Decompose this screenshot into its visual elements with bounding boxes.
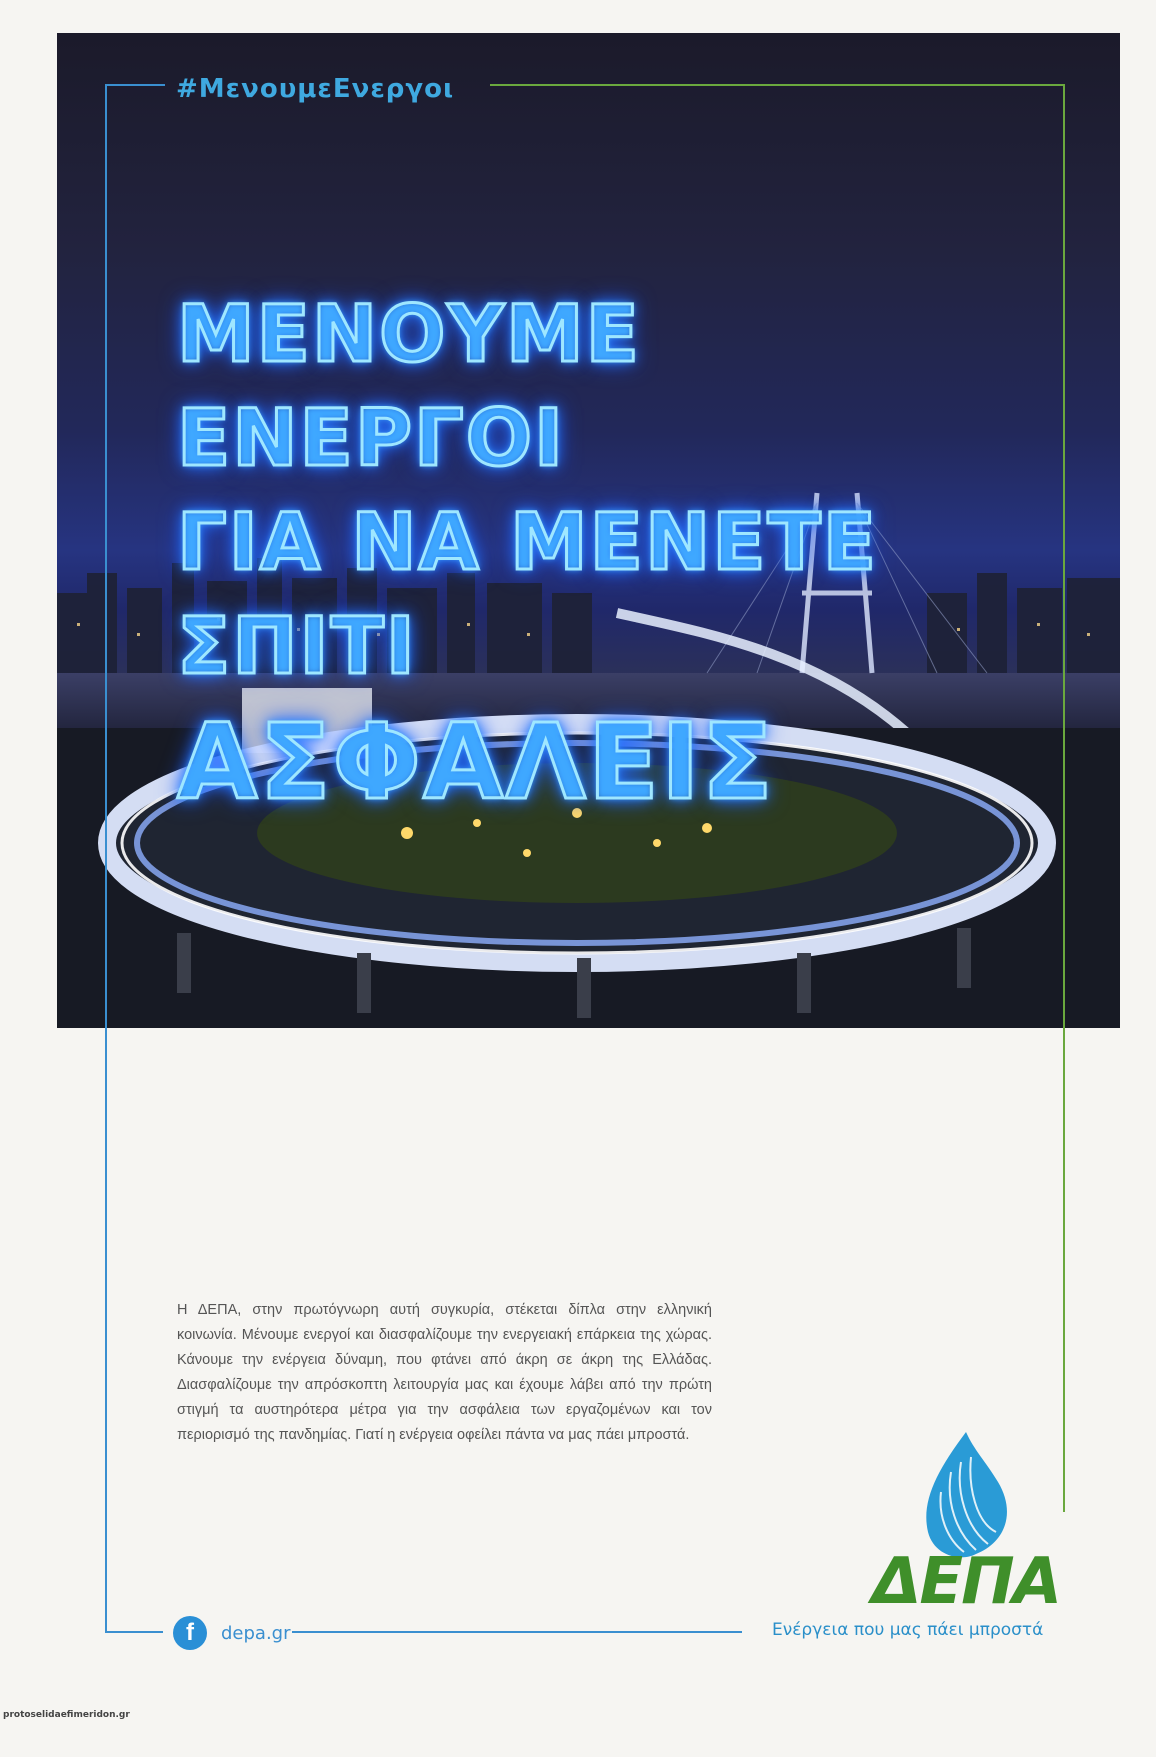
depa-logo	[866, 1432, 1066, 1619]
logo-text: ΔΕΠΑ	[871, 1545, 1061, 1619]
facebook-icon[interactable]: f	[173, 1616, 207, 1650]
headline	[177, 283, 977, 825]
tagline: Ενέργεια που μας πάει μπροστά	[772, 1620, 1044, 1640]
frame-line-top-right	[490, 84, 1065, 86]
frame-line-right	[1063, 84, 1065, 1512]
watermark: protoselidaefimeridon.gr	[3, 1710, 130, 1720]
frame-line-bottom-left	[105, 1631, 163, 1633]
flame-icon	[866, 1432, 1066, 1562]
body-text: Η ΔΕΠΑ, στην πρωτόγνωρη αυτή συγκυρία, στέκεται δίπλα στην ελληνική κοινωνία. Μένουμε ενεργοί και διασφαλίζουμε την ενεργειακή επάρκεια της χώρας. Κάνουμε την ενέργεια δύναμη, που φτάνει από άκρη σε άκρη της Ελλάδας. Διασφαλίζουμε την απρόσκοπτη λειτουργία μας και έχουμε λάβει από την πρώτη στιγμή τα αυστηρότερα μέτρα για την ασφάλεια των εργαζομένων και τον περιορισμό της πανδημίας. Γιατί η ενέργεια οφείλει πάντα να μας πάει μπροστά.	[177, 1302, 712, 1443]
frame-line-bottom-middle	[292, 1631, 742, 1633]
website-link[interactable]: depa.gr	[221, 1622, 291, 1644]
hero-image	[57, 33, 1120, 1028]
hashtag: #ΜενουμεΕνεργοι	[176, 74, 455, 104]
frame-line-left	[105, 84, 107, 1632]
headline-line-1: ΜΕΝΟΥΜΕ ΕΝΕΡΓΟΙ	[177, 290, 641, 484]
headline-line-3: ΑΣΦΑΛΕΙΣ	[177, 701, 775, 823]
frame-line-top-left	[105, 84, 165, 86]
headline-line-2: ΓΙΑ ΝΑ ΜΕΝΕΤΕ ΣΠΙΤΙ	[177, 498, 878, 692]
social-link[interactable]	[173, 1616, 291, 1650]
